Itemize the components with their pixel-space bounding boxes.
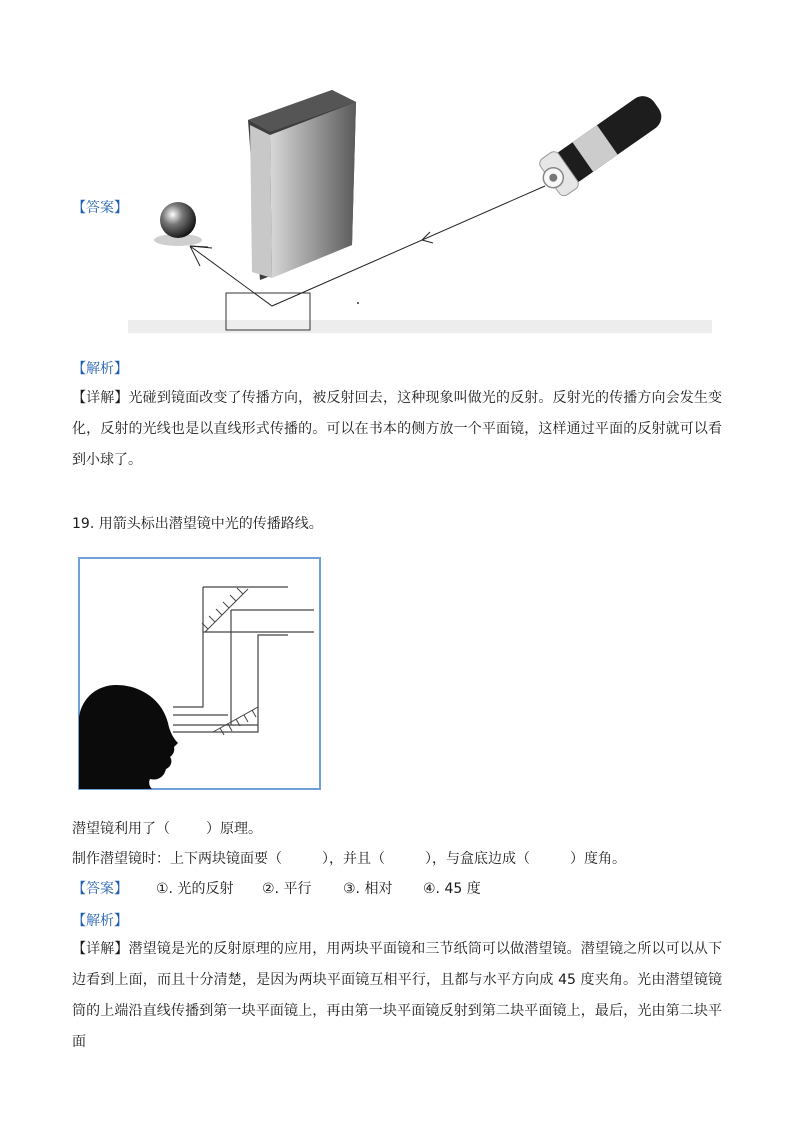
detail-tag-19: 【详解】 — [72, 941, 129, 957]
detail-paragraph — [72, 383, 722, 476]
answer-tag: 【答案】 — [72, 200, 128, 216]
detail-paragraph-19 — [72, 934, 722, 1058]
ground-strip — [128, 320, 712, 333]
blank-line-1 — [72, 818, 262, 838]
detail-text-19: 潜望镜是光的反射原理的应用，用两块平面镜和三节纸筒可以做潜望镜。潜望镜之所以可以从下边看到上面，而且十分清楚，是因为两块平面镜互相平行，且都与水平方向成 45 度夹角。光由潜望镜镜筒的上端沿直线传播到第一块平面镜上，再由第一块平面镜反射到第二块平面镜上，最后，光由第二块平面 — [72, 941, 723, 1050]
answer-tag-19: 【答案】 — [72, 881, 128, 897]
line2-part-d: ）度角。 — [570, 851, 626, 867]
ball-image — [154, 202, 202, 246]
answer-item-3: ③. 相对 — [343, 881, 393, 897]
dot-mark — [357, 302, 359, 304]
line2-part-a: 制作潜望镜时：上下两块镜面要（ — [72, 851, 282, 867]
reflection-diagram — [120, 80, 720, 340]
light-path — [190, 186, 545, 306]
analysis-tag: 【解析】 — [72, 361, 128, 377]
blank-line-2 — [72, 848, 626, 868]
line2-part-b: ），并且（ — [322, 851, 385, 867]
book-image — [248, 90, 356, 280]
detail-tag: 【详解】 — [72, 390, 129, 406]
question-19 — [72, 513, 323, 533]
question-number: 19. — [72, 516, 95, 532]
answer-item-2: ②. 平行 — [262, 881, 312, 897]
answer-item-4: ④. 45 度 — [423, 881, 481, 897]
blank1-suffix: ）原理。 — [206, 821, 262, 837]
analysis-tag-19: 【解析】 — [72, 913, 128, 929]
blank1-prefix: 潜望镜利用了（ — [72, 821, 170, 837]
question-text: 用箭头标出潜望镜中光的传播路线。 — [98, 516, 323, 532]
detail-text: 光碰到镜面改变了传播方向，被反射回去，这种现象叫做光的反射。反射光的传播方向会发生变化，反射的光线也是以直线形式传播的。可以在书本的侧方放一个平面镜，这样通过平面的反射就可以看到小球了。 — [72, 390, 723, 468]
flashlight-image — [532, 87, 669, 201]
periscope-diagram — [78, 557, 322, 791]
answer-item-1: ①. 光的反射 — [156, 881, 234, 897]
line2-part-c: ），与盒底边成（ — [425, 851, 530, 867]
